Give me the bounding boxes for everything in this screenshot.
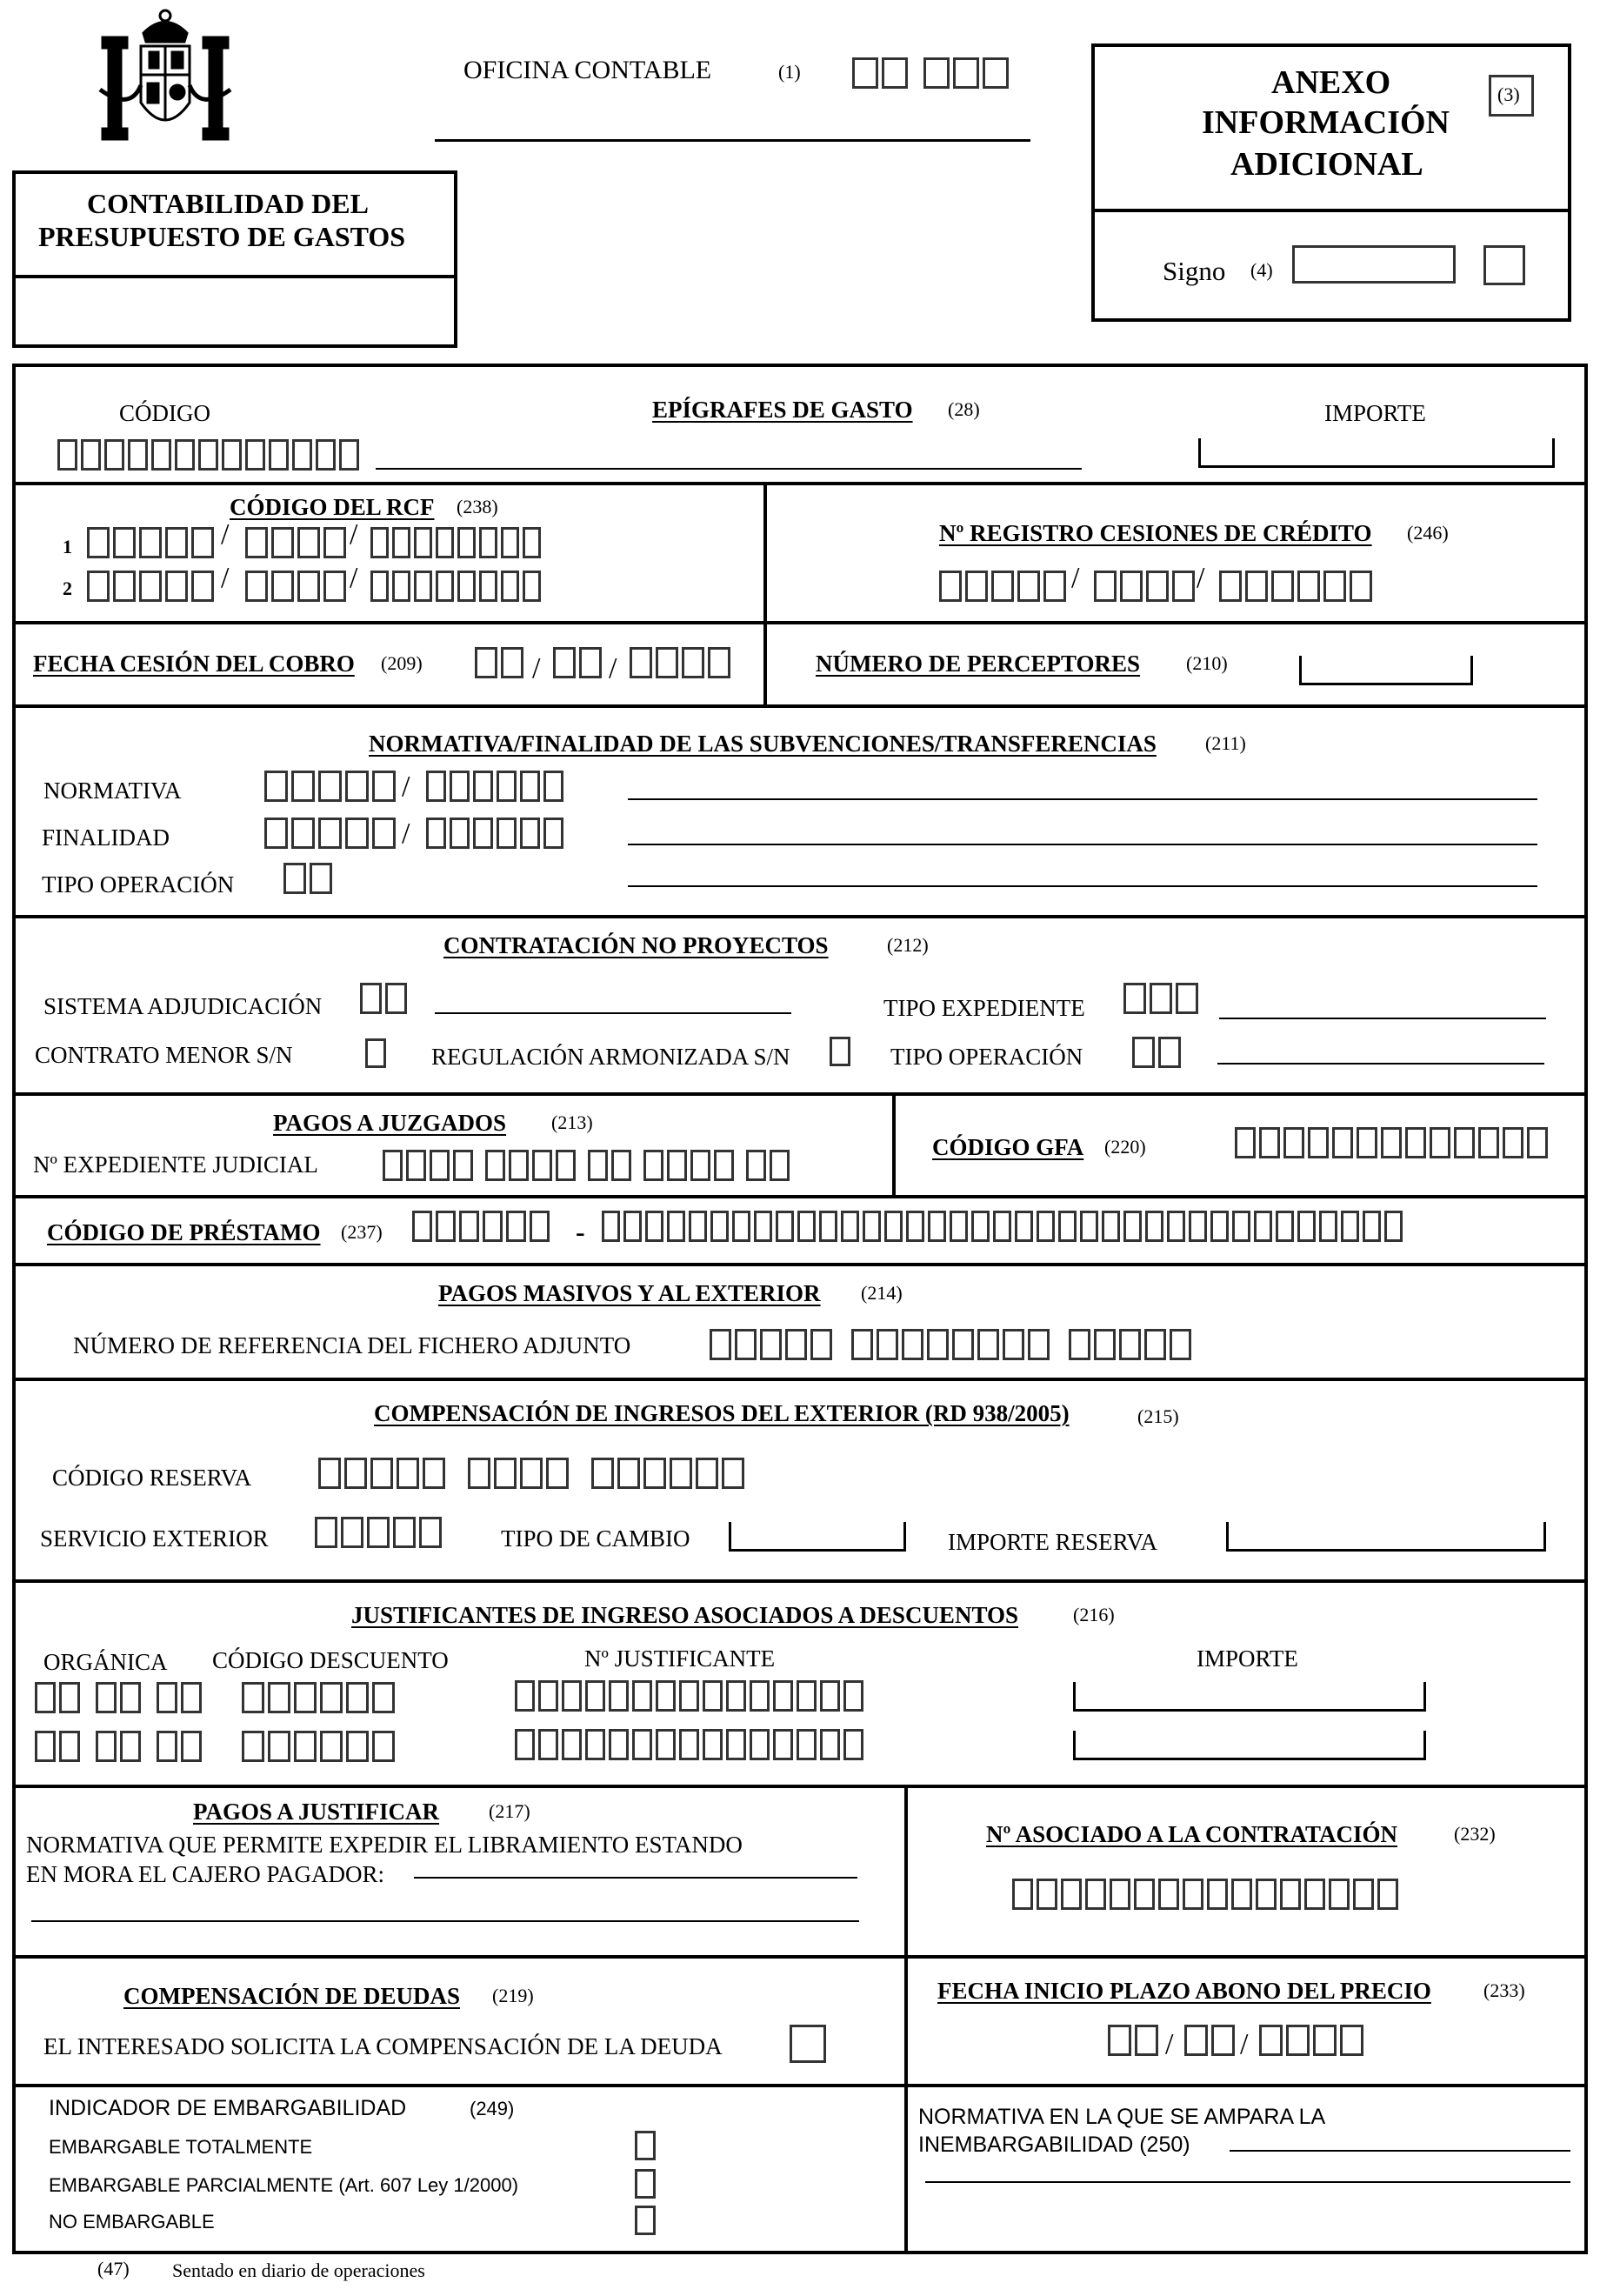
- organica-field-2[interactable]: [35, 1731, 205, 1765]
- rcf-slash: /: [221, 562, 230, 594]
- divider-9: [12, 1579, 1588, 1583]
- normativa-underline: [628, 798, 1537, 800]
- prestamo-field-b[interactable]: [602, 1211, 1406, 1245]
- embargo-title: INDICADOR DE EMBARGABILIDAD: [49, 2096, 407, 2120]
- rcf-row-1-num: 1: [63, 536, 72, 557]
- prestamo-field-a[interactable]: [412, 1211, 553, 1245]
- tipo-op-field[interactable]: [283, 863, 336, 898]
- epigrafes-title: EPÍGRAFES DE GASTO: [652, 397, 913, 423]
- divider-11: [12, 1955, 1588, 1959]
- finalidad-slash: /: [402, 818, 410, 850]
- oficina-underline: [435, 139, 1030, 142]
- gfa-title: CÓDIGO GFA: [932, 1134, 1084, 1160]
- fecha-inicio-num: (233): [1483, 1979, 1525, 2001]
- main-form-box: [12, 364, 1588, 2254]
- menor-label: CONTRATO MENOR S/N: [35, 1042, 293, 1068]
- fecha-cesion-year[interactable]: [630, 647, 734, 682]
- embargo-num: (249): [470, 2098, 515, 2119]
- justificar-line-1: NORMATIVA QUE PERMITE EXPEDIR EL LIBRAMIENTO ESTANDO: [26, 1832, 743, 1858]
- fecha-inicio-year[interactable]: [1259, 2025, 1367, 2059]
- tipo-exp-label: TIPO EXPEDIENTE: [883, 995, 1085, 1021]
- contratacion-title: CONTRATACIÓN NO PROYECTOS: [443, 932, 829, 958]
- embargo-parcial-checkbox[interactable]: [635, 2169, 656, 2199]
- cesiones-field-a[interactable]: [939, 571, 1070, 605]
- finalidad-field-b[interactable]: [426, 818, 567, 852]
- prestamo-title: CÓDIGO DE PRÉSTAMO: [47, 1219, 321, 1245]
- anexo-num: (3): [1497, 83, 1520, 105]
- justificante-label: Nº JUSTIFICANTE: [584, 1645, 776, 1672]
- ref-field[interactable]: [710, 1329, 1195, 1364]
- masivos-title: PAGOS MASIVOS Y AL EXTERIOR: [438, 1280, 821, 1306]
- normativa-field-a[interactable]: [264, 771, 399, 805]
- asociado-title: Nº ASOCIADO A LA CONTRATACIÓN: [986, 1821, 1397, 1847]
- deudas-text: EL INTERESADO SOLICITA LA COMPENSACIÓN DE LA DEUDA: [43, 2033, 723, 2059]
- descuento-field-2[interactable]: [242, 1731, 398, 1765]
- compensacion-ext-title: COMPENSACIÓN DE INGRESOS DEL EXTERIOR (RD 938/2005): [374, 1400, 1070, 1426]
- anexo-line-2: INFORMACIÓN: [1202, 104, 1450, 141]
- epigrafes-num: (28): [948, 398, 980, 420]
- coat-of-arms-icon: [96, 7, 235, 155]
- rcf-slash: /: [221, 518, 230, 551]
- importe-label: IMPORTE: [1324, 400, 1426, 426]
- left-title-2: PRESUPUESTO DE GASTOS: [38, 221, 406, 252]
- organica-label: ORGÁNICA: [43, 1649, 168, 1675]
- rcf-row-2-c[interactable]: [370, 571, 544, 605]
- embargo-no-label: NO EMBARGABLE: [49, 2211, 215, 2233]
- rcf-row-2-a[interactable]: [87, 571, 217, 605]
- cesiones-slash: /: [1071, 562, 1080, 594]
- gfa-field[interactable]: [1235, 1127, 1551, 1162]
- prestamo-num: (237): [341, 1221, 383, 1243]
- expediente-field[interactable]: [383, 1150, 793, 1185]
- rcf-row-1-c[interactable]: [370, 527, 544, 562]
- descuento-field-1[interactable]: [242, 1682, 398, 1717]
- perceptores-title: NÚMERO DE PERCEPTORES: [816, 651, 1141, 677]
- embargo-total-checkbox[interactable]: [635, 2131, 656, 2160]
- perceptores-num: (210): [1186, 652, 1228, 674]
- compensacion-ext-num: (215): [1137, 1405, 1179, 1427]
- fecha-slash: /: [609, 652, 617, 684]
- armonizada-checkbox[interactable]: [830, 1037, 850, 1066]
- justificar-underline-2: [31, 1920, 859, 1922]
- embargo-total-label: EMBARGABLE TOTALMENTE: [49, 2136, 313, 2158]
- importe-just-field-2[interactable]: [1073, 1731, 1426, 1760]
- rcf-title: CÓDIGO DEL RCF: [230, 494, 435, 520]
- sistema-field[interactable]: [360, 983, 410, 1018]
- rcf-row-2-b[interactable]: [245, 571, 350, 605]
- vdivider-deudas: [904, 1955, 908, 2254]
- justificante-field-2[interactable]: [515, 1729, 867, 1764]
- anexo-line-1: ANEXO: [1271, 64, 1391, 101]
- normativa-slash: /: [402, 771, 410, 803]
- fecha-inicio-day[interactable]: [1108, 2025, 1162, 2059]
- juzgados-title: PAGOS A JUZGADOS: [273, 1110, 507, 1136]
- rcf-row-2-num: 2: [63, 577, 72, 599]
- divider-12: [12, 2084, 1588, 2087]
- asociado-field[interactable]: [1012, 1879, 1402, 1913]
- rcf-row-1-a[interactable]: [87, 527, 217, 562]
- fecha-inicio-title: FECHA INICIO PLAZO ABONO DEL PRECIO: [937, 1978, 1431, 2004]
- anexo-line-3: ADICIONAL: [1230, 146, 1423, 183]
- epigrafe-code-field[interactable]: [57, 439, 363, 474]
- left-title-1: CONTABILIDAD DEL: [87, 188, 369, 219]
- inembargo-line-2: INEMBARGABILIDAD (250): [918, 2132, 1190, 2157]
- divider-10: [12, 1785, 1588, 1788]
- normativa-num: (211): [1205, 732, 1246, 754]
- fecha-cesion-month[interactable]: [553, 647, 605, 682]
- divider-5: [12, 1092, 1588, 1096]
- normativa-field-b[interactable]: [426, 771, 567, 805]
- prestamo-dash: -: [576, 1216, 585, 1247]
- cambio-label: TIPO DE CAMBIO: [501, 1525, 690, 1552]
- inembargo-underline-1: [1230, 2150, 1570, 2152]
- codigo-descuento-label: CÓDIGO DESCUENTO: [212, 1647, 449, 1673]
- justificar-title: PAGOS A JUSTIFICAR: [193, 1799, 440, 1825]
- asociado-num: (232): [1454, 1823, 1496, 1845]
- contratacion-num: (212): [887, 934, 929, 956]
- justificante-field-1[interactable]: [515, 1680, 867, 1715]
- embargo-parcial-label: EMBARGABLE PARCIALMENTE (Art. 607 Ley 1/2000): [49, 2174, 519, 2196]
- masivos-num: (214): [861, 1282, 903, 1304]
- armonizada-label: REGULACIÓN ARMONIZADA S/N: [431, 1044, 790, 1070]
- vdivider-justificar: [904, 1785, 908, 1955]
- fecha-cesion-num: (209): [381, 652, 423, 674]
- fecha-inicio-slash: /: [1165, 2028, 1174, 2060]
- vdivider-fecha: [763, 621, 767, 704]
- servicio-field[interactable]: [315, 1517, 445, 1552]
- divider-1: [12, 482, 1588, 485]
- footer-text: Sentado en diario de operaciones: [172, 2259, 425, 2281]
- justificar-num: (217): [489, 1800, 530, 1822]
- rcf-slash: /: [350, 562, 358, 594]
- epigrafe-importe-field[interactable]: [1198, 438, 1555, 468]
- organica-field-1[interactable]: [35, 1682, 205, 1717]
- oficina-num: (1): [778, 61, 801, 83]
- importe-just-field-1[interactable]: [1073, 1682, 1426, 1712]
- tipo-op-contrat-underline: [1217, 1063, 1544, 1065]
- reserva-label: CÓDIGO RESERVA: [52, 1465, 252, 1491]
- divider-7: [12, 1263, 1588, 1266]
- normativa-title: NORMATIVA/FINALIDAD DE LAS SUBVENCIONES/TRANSFERENCIAS: [369, 731, 1157, 757]
- epigrafe-underline: [376, 468, 1082, 470]
- tipo-op-contrat-label: TIPO OPERACIÓN: [890, 1044, 1083, 1070]
- sistema-label: SISTEMA ADJUDICACIÓN: [43, 993, 323, 1019]
- fecha-inicio-slash: /: [1240, 2028, 1249, 2060]
- codigo-label: CÓDIGO: [119, 400, 210, 426]
- finalidad-underline: [628, 844, 1537, 845]
- normativa-label: NORMATIVA: [43, 778, 182, 804]
- fecha-cesion-title: FECHA CESIÓN DEL COBRO: [33, 651, 355, 677]
- expediente-label: Nº EXPEDIENTE JUDICIAL: [33, 1151, 318, 1178]
- deudas-title: COMPENSACIÓN DE DEUDAS: [123, 1983, 461, 2009]
- vdivider-juzgados: [892, 1092, 896, 1195]
- gfa-num: (220): [1104, 1136, 1146, 1158]
- cesiones-num: (246): [1407, 522, 1449, 544]
- tipo-exp-underline: [1219, 1018, 1546, 1019]
- oficina-code-field[interactable]: [852, 57, 1012, 92]
- justificantes-num: (216): [1073, 1604, 1115, 1625]
- deudas-checkbox[interactable]: [790, 2025, 826, 2063]
- divider-4: [12, 915, 1588, 918]
- perceptores-field[interactable]: [1299, 656, 1473, 685]
- fecha-cesion-day[interactable]: [475, 647, 527, 682]
- fecha-slash: /: [532, 652, 541, 684]
- tipo-exp-field[interactable]: [1123, 983, 1202, 1018]
- menor-checkbox[interactable]: [365, 1038, 386, 1068]
- justificantes-title: JUSTIFICANTES DE INGRESO ASOCIADOS A DESCUENTOS: [351, 1602, 1018, 1628]
- rcf-row-1-b[interactable]: [245, 527, 350, 562]
- reserva-field[interactable]: [318, 1458, 748, 1492]
- importe-reserva-label: IMPORTE RESERVA: [948, 1529, 1158, 1555]
- inembargo-line-1: NORMATIVA EN LA QUE SE AMPARA LA: [918, 2105, 1326, 2129]
- tipo-op-contrat-field[interactable]: [1132, 1037, 1184, 1071]
- divider-3: [12, 704, 1588, 708]
- cesiones-field-b[interactable]: [1094, 571, 1198, 605]
- sistema-underline: [435, 1012, 791, 1014]
- cambio-field[interactable]: [729, 1522, 906, 1552]
- left-title-divider: [12, 275, 457, 278]
- rcf-slash: /: [350, 518, 358, 551]
- signo-checkbox[interactable]: [1483, 245, 1525, 285]
- inembargo-underline-2: [925, 2181, 1570, 2183]
- signo-num: (4): [1250, 259, 1273, 281]
- justificar-underline-1: [414, 1877, 857, 1879]
- servicio-label: SERVICIO EXTERIOR: [40, 1525, 269, 1552]
- divider-2: [12, 621, 1588, 624]
- embargo-no-checkbox[interactable]: [635, 2206, 656, 2235]
- justificar-line-2: EN MORA EL CAJERO PAGADOR:: [26, 1861, 385, 1887]
- rcf-num: (238): [457, 496, 498, 517]
- tipo-op-underline: [628, 885, 1537, 887]
- cesiones-slash: /: [1197, 562, 1205, 594]
- signo-label: Signo: [1163, 256, 1226, 286]
- deudas-num: (219): [492, 1985, 534, 2006]
- divider-6: [12, 1195, 1588, 1198]
- footer-num: (47): [97, 2258, 130, 2279]
- ref-label: NÚMERO DE REFERENCIA DEL FICHERO ADJUNTO: [73, 1332, 631, 1358]
- anexo-divider: [1091, 209, 1571, 212]
- finalidad-label: FINALIDAD: [42, 824, 170, 851]
- importe-reserva-field[interactable]: [1226, 1522, 1546, 1552]
- fecha-inicio-month[interactable]: [1184, 2025, 1238, 2059]
- vdivider-rcf: [763, 482, 767, 621]
- signo-field[interactable]: [1292, 245, 1456, 284]
- cesiones-field-c[interactable]: [1219, 571, 1376, 605]
- cesiones-title: Nº REGISTRO CESIONES DE CRÉDITO: [939, 520, 1372, 546]
- divider-8: [12, 1378, 1588, 1381]
- oficina-label: OFICINA CONTABLE: [463, 56, 712, 84]
- finalidad-field-a[interactable]: [264, 818, 399, 852]
- importe-just-label: IMPORTE: [1197, 1645, 1298, 1672]
- tipo-op-label: TIPO OPERACIÓN: [42, 871, 235, 898]
- juzgados-num: (213): [551, 1111, 593, 1133]
